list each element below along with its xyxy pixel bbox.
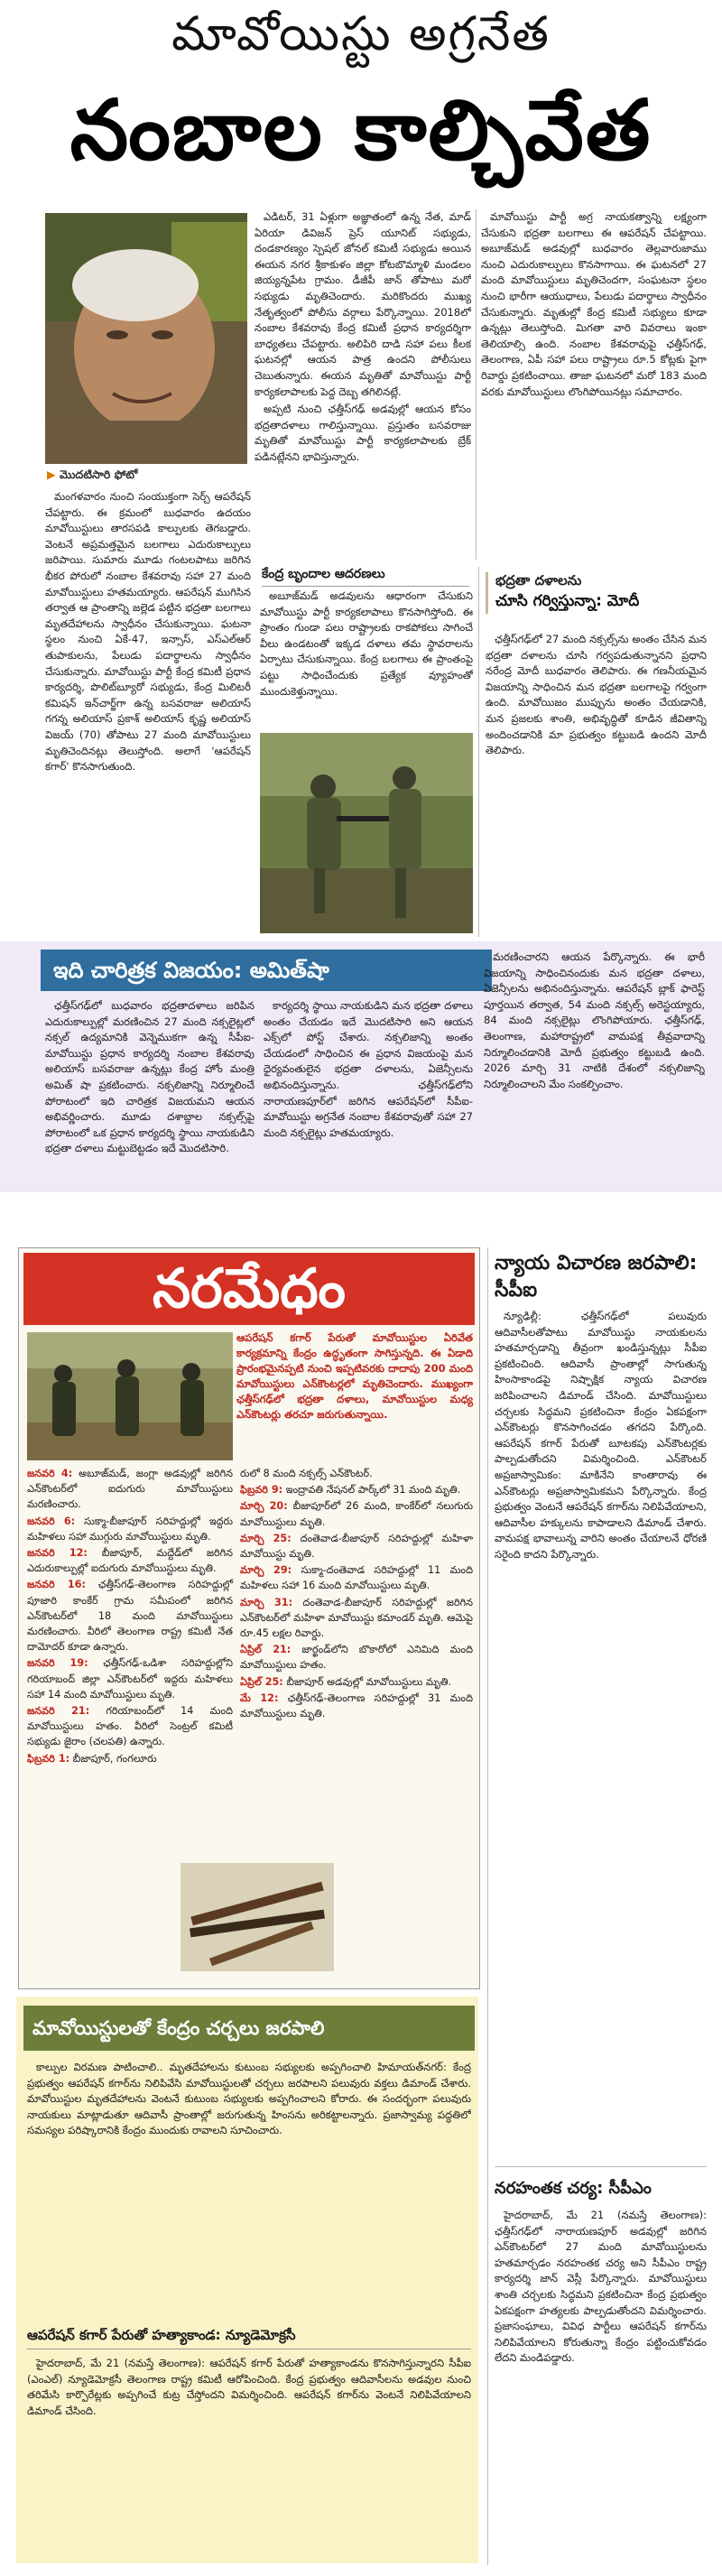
paragraph: కాల్పుల విరమణ పాటించాలి.. మృతదేహాలను కుటుంబ సభ్యులకు అప్పగించాలి హిమాయత్‌నగర్: కేంద్ర ప్రభుత్వం ఆపరేషన్ కగార్‌ను నిలిపివేసి మావోయిస్టులతో చర్చలు జరపాలని పలువురు వక్తలు డిమాండ్ చేశారు. మావోయిస్టుల మృతదేహాలను వెంటనే కుటుంబ సభ్యులకు అప్పగించాలని కోరారు. ఈ సందర్భంగా పలువురు నాయకులు మాట్లాడుతూ ఆదివాసీ ప్రాంతాల్లో జరుగుతున్న హింసను అరికట్టాలన్నారు. ప్రజాస్వామ్య పద్ధతిలో సమస్యల పరిష్కారానికి కేంద్రం ముందుకు రావాలని సూచించారు. xyxy=(27,2061,471,2137)
story-column-5 xyxy=(486,632,707,934)
timeline-entry: మార్చి 29: సుక్మా-దంతెవాడ సరిహద్దుల్లో 11 మంది మహిళలు సహా 16 మంది మావోయిస్టులు మృతి. xyxy=(240,1564,474,1592)
section-divider xyxy=(495,2166,707,2167)
timeline-entry: మార్చి 20: బీజాపూర్‌లో 26 మంది, కాంకేర్‌లో నలుగురు మావోయిస్టులు మృతి. xyxy=(240,1500,473,1528)
paragraph: కార్యదర్శి స్థాయి నాయకుడిని మన భద్రతా దళాలు అంతం చేయడం ఇదే మొదటిసారి అని ఆయన ఎక్స్‌లో పోస్ట్ చేశారు. నక్సలిజాన్ని అంతం చేయడంలో సాధించిన ఈ ప్రధాన విజయంపై మన ధైర్యవంతులైన భద్రతా దళాలను, ఏజెన్సీలను అభినందిస్తున్నాను. ఛత్తీస్‌గఢ్‌లోని నారాయణపూర్‌లో జరిగిన ఆపరేషన్‌లో సీపీఐ-మావోయిస్టు అగ్రనేత నంబాల కేశవరావుతో సహా 27 మంది నక్సలైట్లు హతమయ్యారు. xyxy=(264,999,473,1139)
timeline-entry: ఏప్రిల్ 21: జార్ఖండ్‌లోని బొకారోలో ఎనిమిది మంది మావోయిస్టులు హతం. xyxy=(240,1644,473,1672)
column-divider xyxy=(478,567,479,937)
amit-shah-column-1 xyxy=(45,998,255,1183)
justice-title: న్యాయ విచారణ జరపాలి: సీపీఐ xyxy=(495,1252,698,1302)
narahantaka-title: నరహంతక చర్య: సీపీఎం xyxy=(495,2179,652,2198)
timeline-entry: జనవరి 12: బీజాపూర్, మద్దేడ్‌లో జరిగిన ఎదురుకాల్పుల్లో ఐదుగురు మావోయిస్టులు మృతి. xyxy=(27,1547,234,1575)
timeline-entry: జనవరి 6: సుక్మా-బీజాపూర్ సరిహద్దుల్లో ఇద్దరు మహిళలు సహా ముగ్గురు మావోయిస్టులు మృతి. xyxy=(27,1515,233,1543)
paragraph: ఛత్తీస్‌గఢ్‌లో బుధవారం భద్రతాదళాలు జరిపిన ఎదురుకాల్పుల్లో మరణించిన 27 మంది నక్సలైట్లలో నక్సల్ ఉద్యమానికి వెన్నెముకగా ఉన్న సీపీఐ-మావోయిస్టు ప్రధాన కార్యదర్శి నంబాల కేశవరావు అలియాస్ బసవరాజు ఉన్నట్లు కేంద్ర హోం మంత్రి అమిత్ షా ప్రకటించారు. నక్సలిజాన్ని నిర్మూలించే పోరాటంలో ఇది చారిత్రక విజయమని ఆయన అభివర్ణించారు. మూడు దశాబ్దాల నక్సల్స్‌పై పోరాటంలో ఒక ప్రధాన కార్యదర్శి స్థాయి నాయకుడిని భద్రతా దళాలు మట్టుబెట్టడం ఇదే మొదటిసారి. xyxy=(45,999,255,1155)
timeline-entry: ఫిబ్రవరి 9: ఇంద్రావతి నేషనల్ పార్క్‌లో 31 మంది మృతి. xyxy=(240,1484,461,1496)
center-subhead: కేంద్ర బృందాల ఆదరణలు xyxy=(262,567,469,587)
naramedham-title: నరమేధం xyxy=(23,1253,475,1325)
paragraph: ఎడిటర్, 31 ఏళ్లుగా అజ్ఞాతంలో ఉన్న నేత, మాడ్ ఏరియా డివిజన్ ప్రెస్ యూనిట్ సభ్యుడు, దండకారణ్యం స్పెషల్ జోనల్ కమిటీ సభ్యుడు అయిన ఈయన నగర శ్రీకాకుళం జిల్లా కోటబొమ్మాళి మండలం జియ్యన్నపేట గ్రామం. డీజీపీ జాన్ తోపాటు మరో సభ్యుడు మృతిచెందారు. మరికొందరు ముఖ్య నేతృత్వంలో పోలీసు వర్గాలు పేర్కొన్నాయి. 2018లో నంబాల కేశవరావు కేంద్ర కమిటీ ప్రధాన కార్యదర్శిగా బాధ్యతలు చేపట్టారు. అలిపిరి దాడి సహా పలు కీలక ఘటనల్లో ఆయన పాత్ర ఉందని పోలీసులు చెబుతున్నారు. ఈయన మృతితో మావోయిస్టు పార్టీ కార్యకలాపాలకు పెద్ద దెబ్బ తగిలినట్లే. xyxy=(255,210,471,398)
timeline-entry: మే 12: ఛత్తీస్‌గఢ్-తెలంగాణ సరిహద్దుల్లో 31 మంది మావోయిస్టులు మృతి. xyxy=(240,1691,473,1720)
paragraph: న్యూఢిల్లీ: ఛత్తీస్‌గఢ్‌లో పలువురు ఆదివాసీలతోపాటు మావోయిస్టు నాయకులను హతమార్చడాన్ని తీవ్రంగా ఖండిస్తున్నట్లు సీపీఐ ప్రకటించింది. ఆదివాసీ ప్రాంతాల్లో సాగుతున్న హింసాకాండపై నిష్పాక్షిక న్యాయ విచారణ జరిపించాలని డిమాండ్ చేసింది. మావోయిస్టులు చర్చలకు సిద్ధమని ప్రకటించినా కేంద్రం ఏకపక్షంగా ఎన్‌కౌంటర్లు కొనసాగించడం తగదని పేర్కొంది. ఆపరేషన్ కగార్ పేరుతో బూటకపు ఎన్‌కౌంటర్లకు పాల్పడుతోందని విమర్శించింది. ఎన్‌కౌంటర్ అప్రజాస్వామికం: మాకినేని కాంతారావు ఈ ఎన్‌కౌంటర్లు అప్రజాస్వామికమని పేర్కొన్నారు. కేంద్ర ప్రభుత్వం వెంటనే ఆపరేషన్ కగార్‌ను నిలిపివేయాలని, ఆదివాసీల హక్కులను కాపాడాలని డిమాండ్ చేశారు. వామపక్ష భావాలున్న వారిని అంతం చేయాలనే ధోరణి సరైంది కాదని పేర్కొన్నారు. xyxy=(495,1310,707,1561)
amit-shah-column-3 xyxy=(484,950,705,1186)
timeline-entry: ఫిబ్రవరి 1: బీజాపూర్, గంగలూరు xyxy=(27,1752,157,1765)
newdemocracy-subhead: ఆపరేషన్ కగార్ పేరుతో హత్యాకాండ: న్యూడెమోక్రసీ xyxy=(27,2327,471,2349)
quote-box xyxy=(486,572,702,614)
timeline-entry: రులో 8 మంది నక్సల్స్ ఎన్‌కౌంటర్. xyxy=(240,1468,373,1479)
headline: నంబాల కాల్చివేత xyxy=(69,82,653,179)
timeline-entry: మార్చి 31: దంతెవాడ-బీజాపూర్ సరిహద్దుల్లో జరిగిన ఎన్‌కౌంటర్‌లో మహిళా మావోయిస్టు కమాండర్ మృతి. ఆమెపై రూ.45 లక్షల రివార్డు. xyxy=(240,1596,473,1640)
paragraph: అప్పటి నుంచి ఛత్తీస్‌గఢ్ అడవుల్లో ఆయన కోసం భద్రతాదళాలు గాలిస్తున్నాయి. ప్రస్తుతం బసవరాజు మృతితో మావోయిస్టు పార్టీ కార్యకలాపాలకు బ్రేక్ పడినట్లేనని భావిస్తున్నారు. xyxy=(255,403,471,463)
photo-caption: ▶ మొదటిసారి ఫోటో xyxy=(47,468,138,481)
paragraph: మరణించారని ఆయన పేర్కొన్నారు. ఈ భారీ విజయాన్ని సాధించినందుకు మన భద్రతా దళాలు, ఏజెన్సీలను అభినందిస్తున్నాను. ఆపరేషన్ బ్లాక్ ఫారెస్ట్ పూర్తయిన తర్వాత, 54 మంది నక్సల్స్ అరెస్టయ్యారు, 84 మంది నక్సలైట్లు లొంగిపోయారు. ఛత్తీస్‌గఢ్, తెలంగాణ, మహారాష్ట్రలో వామపక్ష తీవ్రవాదాన్ని నిర్మూలించడానికి మోదీ ప్రభుత్వం కట్టుబడి ఉంది. 2026 మార్చి 31 నాటికి దేశంలో నక్సలిజాన్ని నిర్మూలించాలని మేం సంకల్పించాం. xyxy=(484,950,705,1090)
paragraph: హైదరాబాద్, మే 21 (నమస్తే తెలంగాణ): ఆపరేషన్ కగార్ పేరుతో హత్యాకాండను కొనసాగిస్తున్నారని సీపీఐ (ఎంఎల్) న్యూడెమోక్రసీ తెలంగాణ రాష్ట్ర కమిటీ ఆరోపించింది. కేంద్ర ప్రభుత్వం ఆదివాసీలను అడవుల నుంచి తరిమేసి కార్పొరేట్లకు అప్పగించే కుట్ర చేస్తోందని విమర్శించింది. ఆపరేషన్ కగార్‌ను వెంటనే నిలిపివేయాలని డిమాండ్ చేసింది. xyxy=(27,2357,471,2417)
column-divider xyxy=(476,209,477,560)
quote-line-2: చూసి గర్విస్తున్నా: మోదీ xyxy=(495,592,640,610)
column-divider xyxy=(487,1247,488,2565)
amit-shah-title: ఇది చారిత్రక విజయం: అమిత్‌షా xyxy=(41,950,492,991)
story-column-4 xyxy=(260,588,473,722)
timeline-entry: మార్చి 25: దంతెవాడ-బీజాపూర్ సరిహద్దుల్లో మహిళా మావోయిస్టు మృతి. xyxy=(240,1532,473,1561)
story-column-2 xyxy=(481,209,707,560)
patrol-photo xyxy=(27,1332,233,1460)
timeline-entry: జనవరి 16: ఛత్తీస్‌గఢ్-తెలంగాణ సరిహద్దుల్లో పూజారి కాంకేర్ గ్రామ సమీపంలో జరిగిన ఎన్‌కౌంటర్‌లో 18 మంది మావోయిస్టులు మరణించారు. వీరిలో తెలంగాణ రాష్ట్ర కమిటీ నేత దామోదర్ కూడా ఉన్నారు. xyxy=(27,1579,233,1654)
paragraph: అబూజ్‌మడ్ అడవులను ఆధారంగా చేసుకుని మావోయిస్టు పార్టీ కార్యకలాపాలు కొనసాగిస్తోంది. ఈ ప్రాంతం గుండా పలు రాష్ట్రాలకు రాకపోకలు సాగించే వీలు ఉండటంతో ఇక్కడ దళాలు తమ స్థావరాలను ఏర్పాటు చేసుకున్నాయి. కేంద్ర బలగాలు ఈ ప్రాంతంపై పట్టు సాధించేందుకు ప్రత్యేక వ్యూహంతో ముందుకెళ్తున్నాయి. xyxy=(260,589,473,698)
timeline-entry: ఏప్రిల్ 25: బీజాపూర్ అడవుల్లో మావోయిస్టులు మృతి. xyxy=(240,1675,452,1688)
rifles-photo xyxy=(180,1863,334,1971)
portrait-photo xyxy=(45,213,247,464)
story-column-1 xyxy=(255,209,471,560)
timeline-right xyxy=(240,1466,473,1854)
paragraph: హైదరాబాద్, మే 21 (నమస్తే తెలంగాణ): ఛత్తీస్‌గఢ్‌లో నారాయణపూర్ అడవుల్లో జరిగిన ఎన్‌కౌంటర్‌లో 27 మంది మావోయిస్టులను హతమార్చడం నరహంతక చర్య అని సీపీఎం రాష్ట్ర కార్యదర్శి జాన్ వెస్లీ పేర్కొన్నారు. మావోయిస్టులు శాంతి చర్చలకు సిద్ధమని ప్రకటించినా కేంద్ర ప్రభుత్వం ఏకపక్షంగా హత్యలకు పాల్పడుతోందని విమర్శించారు. ప్రజాసంఘాలు, వివిధ పార్టీలు ఆపరేషన్ కగార్‌ను నిలిపివేయాలని కోరుతున్నా కేంద్రం పట్టించుకోవడం లేదని మండిపడ్డారు. xyxy=(495,2209,707,2365)
timeline-entry: జనవరి 4: అబూజ్‌మడ్, జంగ్లా అడవుల్లో జరిగిన ఎన్‌కౌంటర్‌లో ఐదుగురు మావోయిస్టులు మరణించారు. xyxy=(27,1468,233,1511)
paragraph: మంగళవారం నుంచి సంయుక్తంగా సెర్చ్ ఆపరేషన్ చేపట్టారు. ఈ క్రమంలో బుధవారం ఉదయం మావోయిస్టులు తారసపడి కాల్పులకు తెగబడ్డారు. వెంటనే అప్రమత్తమైన బలగాలు ఎదురుకాల్పులు జరిపాయి. సుమారు మూడు గంటలపాటు జరిగిన భీకర పోరులో నంబాల కేశవరావు సహా 27 మంది మావోయిస్టులు హతమయ్యారు. ఆపరేషన్ ముగిసిన తర్వాత ఆ ప్రాంతాన్ని జల్లెడ పట్టిన భద్రతా బలగాలు మృతదేహాలను స్వాధీనం చేసుకున్నాయి. ఘటనా స్థలం నుంచి ఏకే-47, ఇన్సాస్, ఎస్‌ఎల్‌ఆర్ తుపాకులను, పేలుడు పదార్థాలను స్వాధీనం చేసుకున్నారు. మావోయిస్టు పార్టీ కేంద్ర కమిటీ ప్రధాన కార్యదర్శి, పొలిట్‌బ్యూరో సభ్యుడు, కేంద్ర మిలిటరీ కమిషన్ ఇన్‌చార్జ్‌గా ఉన్న బసవరాజు అలియాస్ గగన్న అలియాస్ ప్రకాశ్ అలియాస్ కృష్ణ అలియాస్ విజయ్ (70) తోపాటు 27 మంది మావోయిస్టులు మృతిచెందినట్లు తెలుస్తోంది. అలాగే 'ఆపరేషన్ కగార్' కొనసాగుతుంది. xyxy=(45,490,251,774)
narahantaka-column xyxy=(495,2208,707,2565)
amit-shah-column-2 xyxy=(264,998,473,1183)
timeline-entry: జనవరి 21: గరియాబంద్‌లో 14 మంది మావోయిస్టులు హతం. వీరిలో సెంట్రల్ కమిటీ సభ్యుడు జైరాం (చలపతి) ఉన్నారు. xyxy=(27,1705,233,1748)
kendram-column xyxy=(27,2060,471,2314)
newdemocracy-column xyxy=(27,2356,471,2556)
caption-arrow-icon: ▶ xyxy=(47,468,56,481)
soldiers-photo xyxy=(260,733,473,933)
story-column-3 xyxy=(45,489,251,936)
kicker: మావోయిస్టు అగ్రనేత xyxy=(171,7,551,61)
timeline-entry: జనవరి 19: ఛత్తీస్‌గఢ్-ఒడిశా సరిహద్దుల్లోని గరియాబంద్ జిల్లా ఎన్‌కౌంటర్‌లో ఇద్దరు మహిళలు సహా 14 మంది మావోయిస్టులు మృతి. xyxy=(27,1657,233,1700)
quote-line-1: భద్రతా దళాలను xyxy=(495,572,582,588)
paragraph: ఛత్తీస్‌గఢ్‌లో 27 మంది నక్సల్స్‌ను అంతం చేసిన మన భద్రతా దళాలను చూసి గర్వపడుతున్నానని ప్రధాని నరేంద్ర మోదీ బుధవారం తెలిపారు. ఈ గణనీయమైన విజయాన్ని సాధించిన మన భద్రతా బలగాలపై గర్వంగా ఉంది. మావోయిజం ముప్పును అంతం చేయడానికి, మన ప్రజలకు శాంతి, అభివృద్ధితో కూడిన జీవితాన్ని అందించడానికి మా ప్రభుత్వం కట్టుబడి ఉందని మోదీ తెలిపారు. xyxy=(486,633,707,757)
justice-column xyxy=(495,1309,707,2157)
kendram-title: మావోయిస్టులతో కేంద్రం చర్చలు జరపాలి xyxy=(23,2006,475,2051)
paragraph: మావోయిస్టు పార్టీ అగ్ర నాయకత్వాన్ని లక్ష్యంగా చేసుకుని భద్రతా బలగాలు ఈ ఆపరేషన్ చేపట్టాయి. అబూజ్‌మడ్ అడవుల్లో బుధవారం తెల్లవారుజాము నుంచి ఎదురుకాల్పులు కొనసాగాయి. ఈ ఘటనలో 27 మంది మావోయిస్టులు మృతిచెందగా, సంఘటనా స్థలం నుంచి భారీగా ఆయుధాలు, పేలుడు పదార్థాలు స్వాధీనం చేసుకున్నారు. మృతుల్లో కేంద్ర కమిటీ సభ్యులు కూడా ఉన్నట్లు తెలుస్తోంది. మిగతా వారి వివరాలు ఇంకా తెలియాల్సి ఉంది. నంబాల కేశవరావుపై ఛత్తీస్‌గఢ్, తెలంగాణ, ఏపీ సహా పలు రాష్ట్రాలు రూ.5 కోట్లకు పైగా రివార్డు ప్రకటించాయి. తాజా ఘటనలో మరో 183 మంది వరకు మావోయిస్టులు లొంగిపోయినట్లు సమాచారం. xyxy=(481,210,707,398)
naramedham-lead: ఆపరేషన్ కగార్ పేరుతో మావోయిస్టుల ఏరివేత కార్యక్రమాన్ని కేంద్రం ఉద్ధృతంగా సాగిస్తున్నది. ఈ ఏడాది ప్రారంభమైనప్పటి నుంచి ఇప్పటివరకు దాదాపు 200 మంది మావోయిస్టులు ఎన్‌కౌంటర్లలో మృతిచెందారు. ముఖ్యంగా ఛత్తీస్‌గఢ్‌లో భద్రతా దళాలు, మావోయిస్టుల మధ్య ఎన్‌కౌంటర్లు తరచూ జరుగుతున్నాయి. xyxy=(236,1331,473,1421)
